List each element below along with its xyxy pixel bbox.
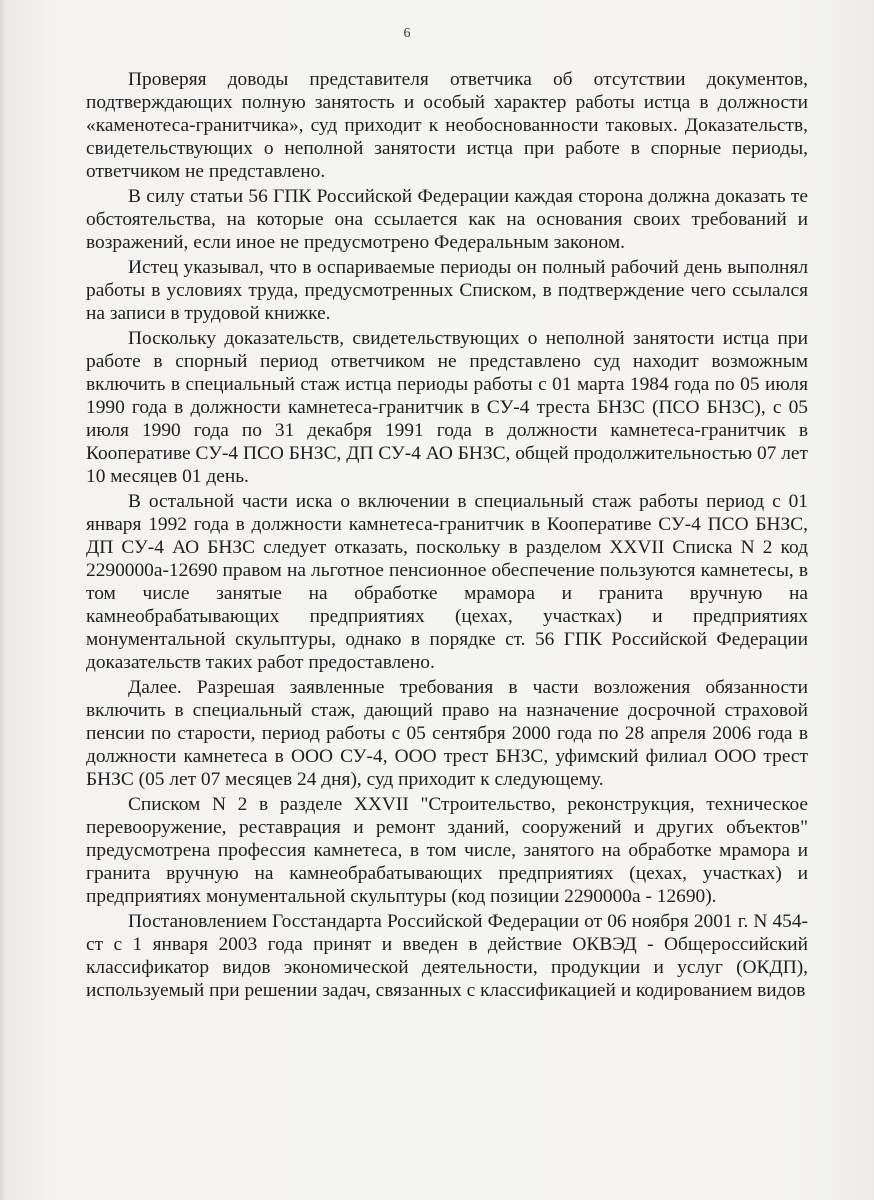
paragraph-1: Проверяя доводы представителя ответчика об отсутствии документов, подтверждающих полную занятость и особый характер работы истца в должности «каменотеса-гранитчика», суд приходит к необоснованности таковых. Доказательств, свидетельствующих о неполной занятости истца при работе в спорные периоды, ответчиком не представлено. <box>86 69 808 182</box>
paragraph-3: Истец указывал, что в оспариваемые периоды он полный рабочий день выполнял работы в условиях труда, предусмотренных Списком, в подтверждение чего ссылался на записи в трудовой книжке. <box>86 257 808 324</box>
paragraph-8: Постановлением Госстандарта Российской Федерации от 06 ноября 2001 г. N 454-ст с 1 января 2003 года принят и введен в действие ОКВЭД - Общероссийский классификатор видов экономической деятельности, продукции и услуг (ОКДП), используемый при решении задач, связанных с классификацией и кодированием видов <box>86 911 808 1001</box>
scan-edge-shadow <box>0 0 6 1200</box>
paragraph-5: В остальной части иска о включении в специальный стаж работы период с 01 января 1992 года в должности камнетеса-гранитчик в Кооперативе СУ-4 ПСО БНЗС, ДП СУ-4 АО БНЗС следует отказать, поскольку в разделом XXVII Списка N 2 код 2290000а-12690 правом на льготное пенсионное обеспечение пользуются камнетесы, в том числе занятые на обработке мрамора и гранита вручную на камнеобрабатывающих предприятиях (цехах, участках) и предприятиях монументальной скульптуры, однако в порядке ст. 56 ГПК Российской Федерации доказательств таких работ предоставлено. <box>86 491 808 673</box>
paragraph-4: Поскольку доказательств, свидетельствующих о неполной занятости истца при работе в спорный период ответчиком не представлено суд находит возможным включить в специальный стаж истца периоды работы с 01 марта 1984 года по 05 июля 1990 года в должности камнетеса-гранитчик в СУ-4 треста БНЗС (ПСО БНЗС), с 05 июля 1990 года по 31 декабря 1991 года в должности камнетеса-гранитчик в Кооперативе СУ-4 ПСО БНЗС, ДП СУ-4 АО БНЗС, общей продолжительностью 07 лет 10 месяцев 01 день. <box>86 328 808 487</box>
paragraph-7: Списком N 2 в разделе XXVII "Строительство, реконструкция, техническое перевооружение, реставрация и ремонт зданий, сооружений и других объектов" предусмотрена профессия камнетеса, в том числе, занятого на обработке мрамора и гранита вручную на камнеобрабатывающих предприятиях (цехах, участках) и предприятиях монументальной скульптуры (код позиции 2290000а - 12690). <box>86 794 808 907</box>
document-body <box>86 68 808 1004</box>
page-number: 6 <box>403 26 411 41</box>
paragraph-6: Далее. Разрешая заявленные требования в части возложения обязанности включить в специальный стаж, дающий право на назначение досрочной страховой пенсии по старости, период работы с 05 сентября 2000 года по 28 апреля 2006 года в должности камнетеса в ООО СУ-4, ООО трест БНЗС, уфимский филиал ООО трест БНЗС (05 лет 07 месяцев 24 дня), суд приходит к следующему. <box>86 677 808 790</box>
paragraph-2: В силу статьи 56 ГПК Российской Федерации каждая сторона должна доказать те обстоятельства, на которые она ссылается как на основания своих требований и возражений, если иное не предусмотрено Федеральным законом. <box>86 186 808 253</box>
